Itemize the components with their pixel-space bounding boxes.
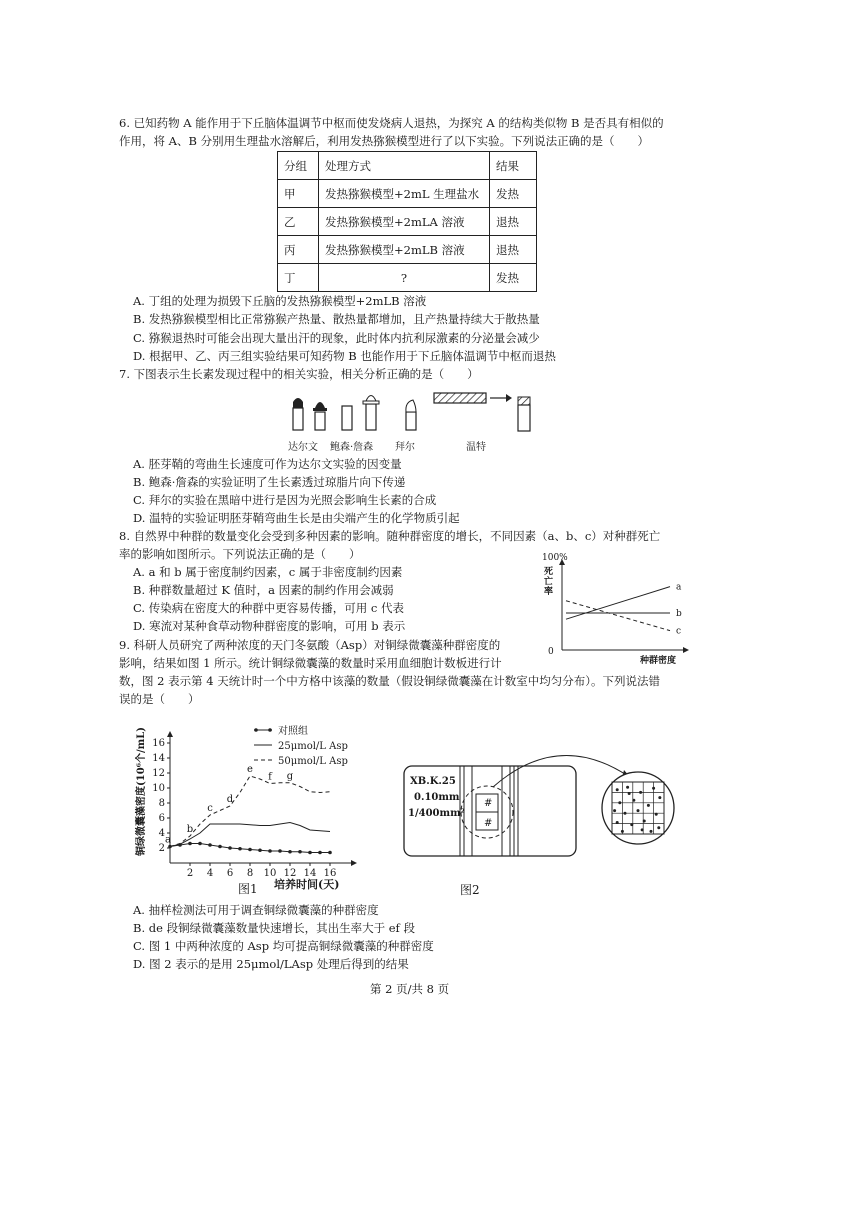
point-label: a — [165, 834, 171, 846]
y-axis-label — [544, 565, 556, 597]
q9-stem-line3: 数，图 2 表示第 4 天统计时一个中方格中该藻的数量（假设铜绿微囊藻在计数室中均匀分布）。下列说法错 — [119, 674, 660, 688]
series-point — [188, 842, 192, 846]
algae-cell — [628, 792, 631, 795]
y-axis-label-char-2: 亡 — [544, 577, 554, 587]
series-point — [308, 851, 312, 855]
boysen-jensen-coleoptile-icon — [313, 402, 327, 430]
q8-mortality-chart — [538, 548, 698, 668]
table-cell: 发热猕猴模型+2mL 生理盐水 — [319, 180, 490, 208]
x-tick-label: 12 — [283, 868, 297, 879]
q6-option-a: A. 丁组的处理为损毁下丘脑的发热猕猴模型+2mLB 溶液 — [133, 294, 427, 308]
y-tick-label: 12 — [152, 768, 165, 779]
plate-label-1: XB.K.25 — [410, 776, 456, 787]
q9-stem-line1: 9. 科研人员研究了两种浓度的天门冬氨酸（Asp）对铜绿微囊藻种群密度的 — [119, 638, 501, 652]
boysen-jensen-coleoptile-icon — [363, 396, 379, 431]
y-tick-label: 10 — [152, 783, 165, 794]
point-label: b — [186, 824, 194, 835]
series-point — [298, 850, 302, 854]
plate-label-2: 0.10mm — [414, 792, 460, 803]
origin-label: 0 — [548, 647, 554, 657]
q7-option-c: C. 拜尔的实验在黑暗中进行是因为光照会影响生长素的合成 — [133, 493, 437, 507]
table-cell: 发热猕猴模型+2mLA 溶液 — [319, 208, 490, 236]
algae-cell — [621, 830, 624, 833]
table-cell: 甲 — [278, 180, 319, 208]
series-point — [328, 851, 332, 855]
table-header-cell: 结果 — [490, 152, 537, 180]
q8-option-a: A. a 和 b 属于密度制约因素，c 属于非密度制约因素 — [133, 565, 403, 579]
y-tick-label: 8 — [158, 798, 165, 809]
q8-option-c: C. 传染病在密度大的种群中更容易传播，可用 c 代表 — [133, 601, 404, 615]
series-label-c: c — [676, 626, 682, 637]
algae-cell — [643, 820, 646, 823]
q7-option-d: D. 温特的实验证明胚芽鞘弯曲生长是由尖端产生的化学物质引起 — [133, 511, 460, 525]
x-tick-label: 4 — [206, 868, 214, 879]
legend-label: 25μmol/L Asp — [278, 741, 348, 752]
algae-cell — [616, 821, 619, 824]
table-cell: 退热 — [490, 236, 537, 264]
series-point — [228, 846, 232, 850]
point-label: f — [268, 771, 272, 783]
q9-option-b: B. de 段铜绿微囊藻数量快速增长，其出生率大于 ef 段 — [133, 921, 415, 935]
legend-point — [268, 728, 272, 732]
label-paal: 拜尔 — [395, 442, 415, 453]
table-row — [278, 208, 537, 236]
q9-figure1-chart — [128, 716, 378, 900]
x-tick-label: 14 — [303, 868, 317, 879]
x-tick-label: 6 — [226, 868, 234, 879]
table-row — [278, 264, 537, 292]
algae-cell — [641, 828, 644, 831]
y-axis-label: 铜绿微囊藻密度(10⁶个/mL) — [136, 726, 147, 856]
series-point — [248, 848, 252, 852]
grid-mark-2: # — [484, 818, 493, 829]
x-axis-label: 种群密度 — [640, 656, 677, 666]
algae-cell — [647, 804, 650, 807]
label-boysen-jensen: 鲍森·詹森 — [330, 442, 374, 453]
grid-mark-1: # — [484, 798, 493, 809]
legend — [254, 724, 348, 767]
table-cell: ? — [319, 264, 490, 292]
q6-option-b: B. 发热猕猴模型相比正常猕猴产热量、散热量都增加，且产热量持续大于散热量 — [133, 312, 540, 326]
legend-label: 对照组 — [278, 726, 308, 737]
q8-option-b: B. 种群数量超过 K 值时，a 因素的制约作用会减弱 — [133, 583, 394, 597]
table-cell: 发热 — [490, 264, 537, 292]
q9-option-c: C. 图 1 中两种浓度的 Asp 均可提高铜绿微囊藻的种群密度 — [133, 939, 434, 953]
table-cell: 发热 — [490, 180, 537, 208]
series-label-a: a — [676, 582, 682, 593]
series-line-c — [566, 601, 670, 631]
algae-cell — [630, 823, 633, 826]
point-label: d — [226, 794, 234, 805]
table-header-row — [278, 152, 537, 180]
y-axis-label-char-1: 死 — [544, 567, 554, 577]
table-cell: 丙 — [278, 236, 319, 264]
y-tick-label: 14 — [152, 753, 165, 764]
q9-figure2-counting-chamber — [398, 740, 698, 900]
q6-option-c: C. 猕猴退热时可能会出现大量出汗的现象，此时体内抗利尿激素的分泌量会减少 — [133, 331, 540, 345]
table-row — [278, 236, 537, 264]
zoomed-square-grid — [602, 772, 674, 844]
algae-cell — [650, 830, 653, 833]
algae-cell — [613, 809, 616, 812]
series-line — [170, 823, 330, 847]
algae-cell — [655, 813, 658, 816]
y-axis-label-char-3: 率 — [544, 587, 554, 597]
algae-cell — [624, 812, 627, 815]
boysen-jensen-coleoptile-icon — [342, 406, 352, 430]
series-group — [165, 764, 332, 854]
series-point — [318, 851, 322, 855]
q7-option-a: A. 胚芽鞘的弯曲生长速度可作为达尔文实验的因变量 — [133, 457, 402, 471]
label-darwin: 达尔文 — [288, 442, 318, 453]
series-point — [268, 849, 272, 853]
table-cell: 丁 — [278, 264, 319, 292]
q6-stem-line1: 6. 已知药物 A 能作用于下丘脑体温调节中枢而使发烧病人退热，为探究 A 的结构类似物 B 是否具有相似的 — [119, 116, 664, 130]
point-label: g — [286, 770, 294, 782]
q6-option-d: D. 根据甲、乙、丙三组实验结果可知药物 B 也能作用于下丘脑体温调节中枢而退热 — [133, 349, 556, 363]
table-header-cell: 分组 — [278, 152, 319, 180]
q8-stem-line1: 8. 自然界中种群的数量变化会受到多种因素的影响。随种群密度的增长，不同因素（a、b、c）对种群死亡 — [119, 529, 661, 543]
q7-option-b: B. 鲍森·詹森的实验证明了生长素透过琼脂片向下传递 — [133, 475, 406, 489]
y-tick-label: 4 — [158, 828, 165, 839]
y-tick-label: 2 — [158, 843, 165, 854]
series-point — [278, 849, 282, 853]
algae-cell — [658, 796, 661, 799]
figure2-caption: 图2 — [460, 883, 480, 897]
series-point — [208, 843, 212, 847]
algae-cell — [637, 809, 640, 812]
page-footer: 第 2 页/共 8 页 — [370, 982, 450, 996]
q6-stem-line2: 作用，将 A、B 分别用生理盐水溶解后，利用发热猕猴模型进行了以下实验。下列说法正确的是（ ） — [119, 134, 650, 148]
q8-stem-line2: 率的影响如图所示。下列说法正确的是（ ） — [119, 547, 361, 561]
x-axis-label: 培养时间(天) — [274, 878, 340, 891]
series-label-b: b — [676, 609, 682, 620]
y-top-label: 100% — [542, 553, 568, 563]
q8-option-d: D. 寒流对某种食草动物种群密度的影响，可用 b 表示 — [133, 619, 406, 633]
table-cell: 发热猕猴模型+2mLB 溶液 — [319, 236, 490, 264]
series-point — [198, 842, 202, 846]
x-tick-label: 8 — [246, 868, 254, 879]
series-line-a — [566, 587, 670, 620]
series-point — [238, 847, 242, 851]
algae-cell — [632, 799, 635, 802]
q9-option-a: A. 抽样检测法可用于调查铜绿微囊藻的种群密度 — [133, 903, 379, 917]
series-group — [566, 583, 682, 637]
table-cell: 退热 — [490, 208, 537, 236]
x-tick-label: 10 — [263, 868, 277, 879]
x-tick-label: 16 — [323, 868, 337, 879]
algae-cell — [618, 801, 621, 804]
y-tick-label: 6 — [158, 813, 165, 824]
q9-option-d: D. 图 2 表示的是用 25μmol/LAsp 处理后得到的结果 — [133, 957, 409, 971]
q7-stem: 7. 下图表示生长素发现过程中的相关实验，相关分析正确的是（ ） — [119, 367, 479, 381]
point-label: c — [207, 803, 213, 814]
y-tick-label: 16 — [152, 738, 165, 749]
algae-cell — [652, 787, 655, 790]
series-line — [170, 776, 330, 847]
legend-label: 50μmol/L Asp — [278, 756, 348, 767]
darwin-coleoptile-icon — [293, 398, 303, 430]
algae-cell — [616, 788, 619, 791]
algae-cell — [639, 791, 642, 794]
q7-experiment-figure — [280, 384, 540, 456]
algae-cell — [657, 826, 660, 829]
legend-point — [254, 728, 258, 732]
table-row — [278, 180, 537, 208]
plate-label-3: 1/400mm² — [408, 808, 466, 819]
q6-experiment-table — [277, 151, 537, 292]
q9-stem-line4: 误的是（ ） — [119, 692, 200, 706]
algae-cell — [626, 786, 629, 789]
table-cell: 乙 — [278, 208, 319, 236]
paal-coleoptile-icon — [406, 400, 416, 430]
went-agar-block-icon — [434, 393, 530, 431]
series-point — [258, 848, 262, 852]
q9-stem-line2: 影响，结果如图 1 所示。统计铜绿微囊藻的数量时采用血细胞计数板进行计 — [119, 656, 502, 670]
series-point — [218, 845, 222, 849]
figure1-caption: 图1 — [238, 882, 258, 896]
table-header-cell: 处理方式 — [319, 152, 490, 180]
point-label: e — [247, 764, 253, 775]
series-point — [288, 850, 292, 854]
x-tick-label: 2 — [186, 868, 194, 879]
label-went: 温特 — [466, 442, 486, 453]
